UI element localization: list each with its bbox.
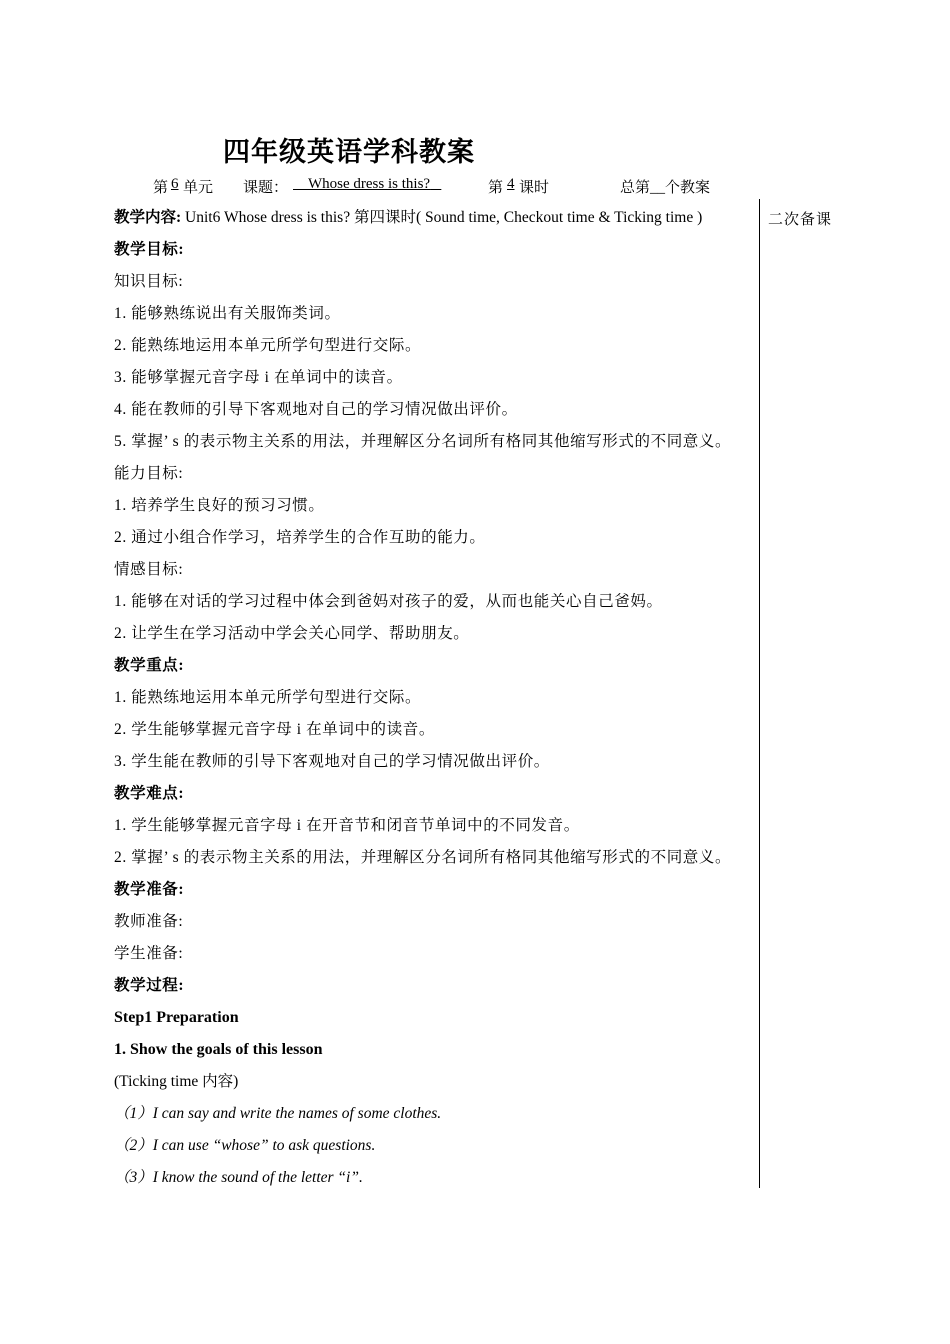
process-heading: 教学过程: <box>114 977 185 994</box>
topic-label: 课题： <box>243 180 289 196</box>
teaching-content-label: 教学内容: <box>114 209 182 226</box>
column-divider <box>759 199 760 1188</box>
list-item: 3. 能够掌握元音字母 i 在单词中的读音。 <box>114 369 403 386</box>
goal-item: （3）I know the sound of the letter “i”. <box>114 1169 363 1186</box>
list-item: 3. 学生能在教师的引导下客观地对自己的学习情况做出评价。 <box>114 753 550 770</box>
list-item: 1. 培养学生良好的预习习惯。 <box>114 497 325 514</box>
unit-suffix: 单元 <box>183 180 214 196</box>
list-item: 1. 学生能够掌握元音字母 i 在开音节和闭音节单词中的不同发音。 <box>114 817 580 834</box>
period-number: 4 <box>507 176 515 192</box>
step-item: 1. Show the goals of this lesson <box>114 1041 323 1058</box>
teaching-content-text: Unit6 Whose dress is this? 第四课时( Sound time, Checkout time & Ticking time ) <box>181 209 703 226</box>
difficulties-heading: 教学难点: <box>114 785 185 802</box>
list-item: 2. 学生能够掌握元音字母 i 在单词中的读音。 <box>114 721 435 738</box>
preparation-heading: 教学准备: <box>114 881 185 898</box>
goal-item: （1）I can say and write the names of some clothes. <box>114 1105 442 1122</box>
goal-item: （2）I can use “whose” to ask questions. <box>114 1137 376 1154</box>
topic-title: Whose dress is this? <box>308 176 431 192</box>
key-points-heading: 教学重点: <box>114 657 185 674</box>
list-item: 1. 能够在对话的学习过程中体会到爸妈对孩子的爱，从而也能关心自己爸妈。 <box>114 593 663 610</box>
list-item: 5. 掌握’ s 的表示物主关系的用法，并理解区分名词所有格同其他缩写形式的不同意义。 <box>114 433 732 450</box>
list-item: 2. 让学生在学习活动中学会关心同学、帮助朋友。 <box>114 625 470 642</box>
teaching-content <box>114 202 754 234</box>
student-preparation: 学生准备: <box>114 945 184 962</box>
list-item: 1. 能熟练地运用本单元所学句型进行交际。 <box>114 689 422 706</box>
period-suffix: 课时 <box>519 180 550 196</box>
list-item: 2. 通过小组合作学习，培养学生的合作互助的能力。 <box>114 529 486 546</box>
secondary-prep-label: 二次备课 <box>768 212 833 228</box>
knowledge-heading: 知识目标: <box>114 273 184 290</box>
unit-prefix: 第 <box>153 180 169 196</box>
list-item: 2. 能熟练地运用本单元所学句型进行交际。 <box>114 337 422 354</box>
emotion-heading: 情感目标: <box>114 561 184 578</box>
lesson-plan-body <box>114 202 754 1194</box>
period-prefix: 第 <box>488 180 504 196</box>
ticking-time-note: (Ticking time 内容) <box>114 1073 239 1090</box>
lesson-header <box>0 176 950 198</box>
step-heading: Step1 Preparation <box>114 1009 239 1026</box>
list-item: 1. 能够熟练说出有关服饰类词。 <box>114 305 341 322</box>
teacher-preparation: 教师准备: <box>114 913 184 930</box>
total-plan-count: 总第__个教案 <box>620 180 711 196</box>
list-item: 4. 能在教师的引导下客观地对自己的学习情况做出评价。 <box>114 401 518 418</box>
ability-heading: 能力目标: <box>114 465 184 482</box>
unit-number: 6 <box>171 176 179 192</box>
objectives-heading: 教学目标: <box>114 241 185 258</box>
document-title: 四年级英语学科教案 <box>223 137 475 168</box>
list-item: 2. 掌握’ s 的表示物主关系的用法，并理解区分名词所有格同其他缩写形式的不同意义。 <box>114 849 732 866</box>
